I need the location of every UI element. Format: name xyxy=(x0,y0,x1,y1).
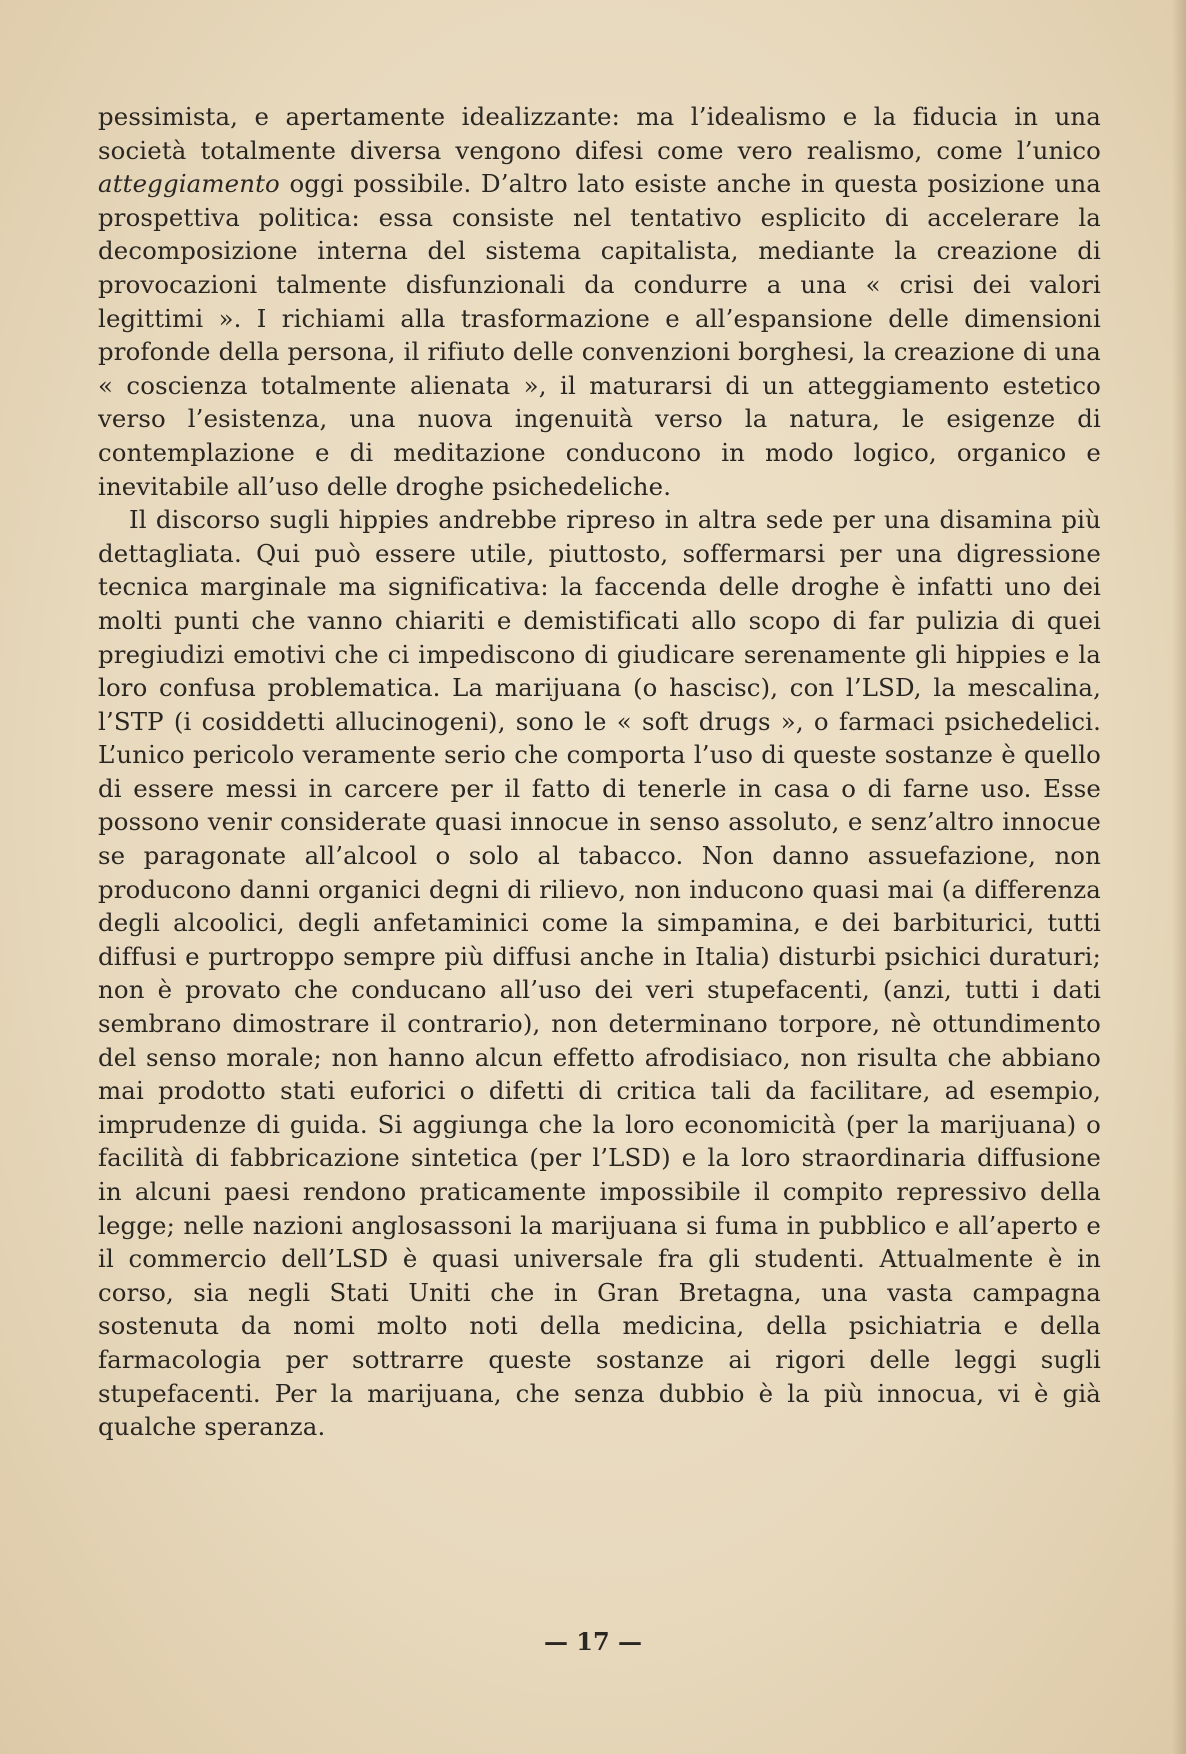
paragraph-1-start: pessimista, e apertamente idealizzante: ma l’idealismo e la fiducia in una società totalmente diversa vengono difesi come vero realismo, come l’unico xyxy=(98,102,1101,165)
paragraph-2: Il discorso sugli hippies andrebbe ripreso in altra sede per una disamina più dettagliata. Qui può essere utile, piuttosto, soffermarsi per una digressione tecnica marginale ma significativa: la faccenda delle droghe è infatti uno dei molti punti che vanno chiariti e demistificati allo scopo di far pulizia di quei pregiudizi emotivi che ci impediscono di giudicare serenamente gli hippies e la loro confusa problematica. La marijuana (o hascisc), con l’LSD, la mescalina, l’STP (i cosiddetti allucinogeni), sono le « soft drugs », o farmaci psichedelici. L’unico pericolo veramente serio che comporta l’uso di queste sostanze è quello di essere messi in carcere per il fatto di tenerle in casa o di farne uso. Esse possono venir considerate quasi innocue in senso assoluto, e senz’altro innocue se paragonate all’alcool o solo al tabacco. Non danno assuefazione, non producono danni organici degni di rilievo, non inducono quasi mai (a differenza degli alcoolici, degli anfetaminici come la simpamina, e dei barbiturici, tutti diffusi e purtroppo sempre più diffusi anche in Italia) disturbi psichici duraturi; non è provato che conducano all’uso dei veri stupefacenti, (anzi, tutti i dati sembrano dimostrare il contrario), non determinano torpore, nè ottundimento del senso morale; non hanno alcun effetto afrodisiaco, non risulta che abbiano mai prodotto stati euforici o difetti di critica tali da facilitare, ad esempio, imprudenze di guida. Si aggiunga che la loro economicità (per la marijuana) o facilità di fabbricazione sintetica (per l’LSD) e la loro straordinaria diffusione in alcuni paesi rendono praticamente impossibile il compito repressivo della legge; nelle nazioni anglosassoni la marijuana si fuma in pubblico e all’aperto e il commercio dell’LSD è quasi universale fra gli studenti. Attualmente è in corso, sia negli Stati Uniti che in Gran Bretagna, una vasta campagna sostenuta da nomi molto noti della medicina, della psichiatria e della farmacologia per sottrarre queste sostanze ai rigori delle leggi sugli stupefacenti. Per la marijuana, che senza dubbio è la più innocua, vi è già qualche speranza. xyxy=(98,505,1101,1442)
page-edge-shadow xyxy=(1172,0,1186,1754)
paragraph-1 xyxy=(98,100,1101,503)
body-text xyxy=(98,100,1101,1444)
page-number: — 17 — xyxy=(543,1627,643,1656)
paragraph-1-italic: atteggiamento xyxy=(98,169,280,199)
paragraph-1-end: oggi possibile. D’altro lato esiste anche in questa posizione una prospettiva politica: essa consiste nel tentativo esplicito di accelerare la decomposizione interna del sistema capitalista, mediante la creazione di provocazioni talmente disfunzionali da condurre a una « crisi dei valori legittimi ». I richiami alla trasformazione e all’espansione delle dimensioni profonde della persona, il rifiuto delle convenzioni borghesi, la creazione di una « coscienza totalmente alienata », il maturarsi di un atteggiamento estetico verso l’esistenza, una nuova ingenuità verso la natura, le esigenze di contemplazione e di meditazione conducono in modo logico, organico e inevitabile all’uso delle droghe psichedeliche. xyxy=(98,169,1101,501)
